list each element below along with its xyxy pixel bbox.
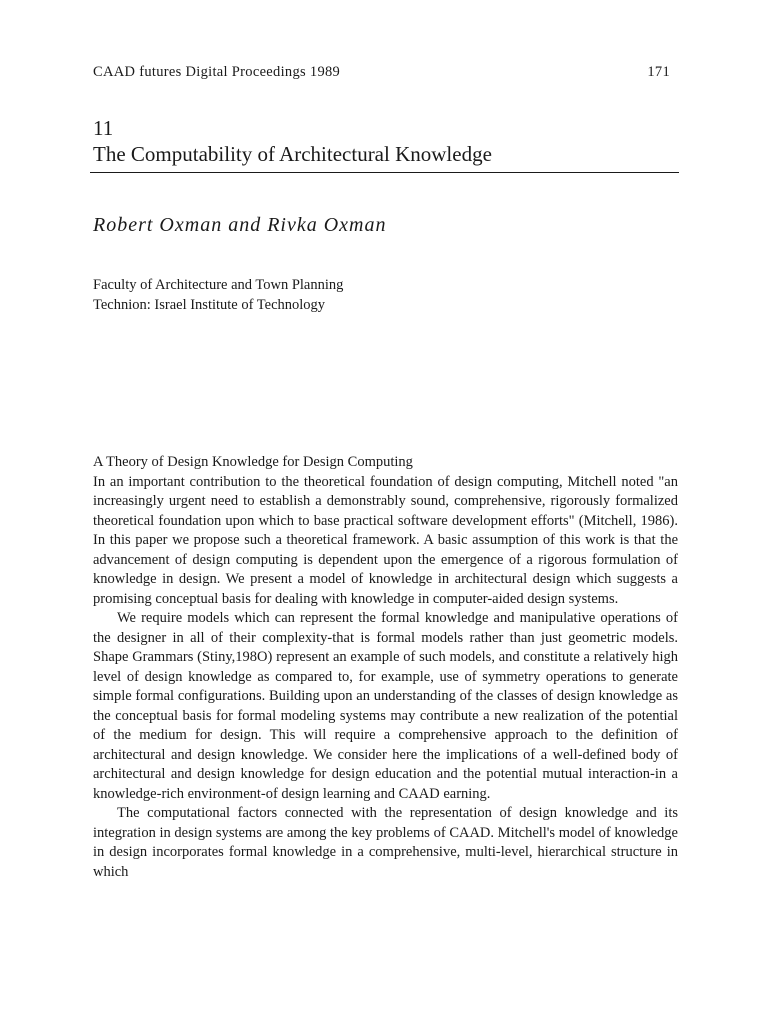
paragraph: In an important contribution to the theoretical foundation of design computing, Mitchell noted "an increasingly urgent need to establish a demonstrably sound, comprehensive, rigorously formalized theoretical foundation upon which to base practical software development efforts" (Mitchell, 1986). In this paper we propose such a theoretical framework. A basic assumption of this work is that the advancement of design computing is dependent upon the emergence of a rigorous formulation of knowledge in design. We present a model of knowledge in architectural design which suggests a promising conceptual basis for dealing with knowledge in computer-aided design systems. <box>93 473 678 607</box>
journal-name: CAAD futures Digital Proceedings 1989 <box>93 64 341 80</box>
body-text <box>93 453 678 882</box>
section-heading: A Theory of Design Knowledge for Design Computing <box>93 454 413 470</box>
affiliation <box>93 276 343 315</box>
affiliation-line: Technion: Israel Institute of Technology <box>93 296 326 313</box>
authors: Robert Oxman and Rivka Oxman <box>93 214 387 236</box>
running-header <box>93 64 670 81</box>
page-number: 171 <box>647 64 670 80</box>
chapter-number: 11 <box>93 116 114 140</box>
chapter-title: The Computability of Architectural Knowledge <box>93 142 492 166</box>
affiliation-line: Faculty of Architecture and Town Planning <box>93 277 344 293</box>
title-rule <box>90 172 679 173</box>
paragraph: The computational factors connected with the representation of design knowledge and its integration in design systems are among the key problems of CAAD. Mitchell's model of knowledge in design incorporates formal knowledge in a comprehensive, multi-level, hierarchical structure in which <box>93 805 678 880</box>
paragraph: We require models which can represent the formal knowledge and manipulative operations of the designer in all of their complexity-that is formal models rather than just geometric models. Shape Grammars (Stiny,198O) represent an example of such models, and constitute a relatively high level of design knowledge as compared to, for example, use of symmetry operations to generate simple formal configurations. Building upon an understanding of the classes of design knowledge as the conceptual basis for formal modeling systems may contribute a new realization of the potential of the medium for design. This will require a comprehensive approach to the definition of architectural and design knowledge. We consider here the implications of a well-defined body of architectural and design knowledge for design education and the potential mutual interaction-in a knowledge-rich environment-of design learning and CAAD earning. <box>93 610 678 802</box>
